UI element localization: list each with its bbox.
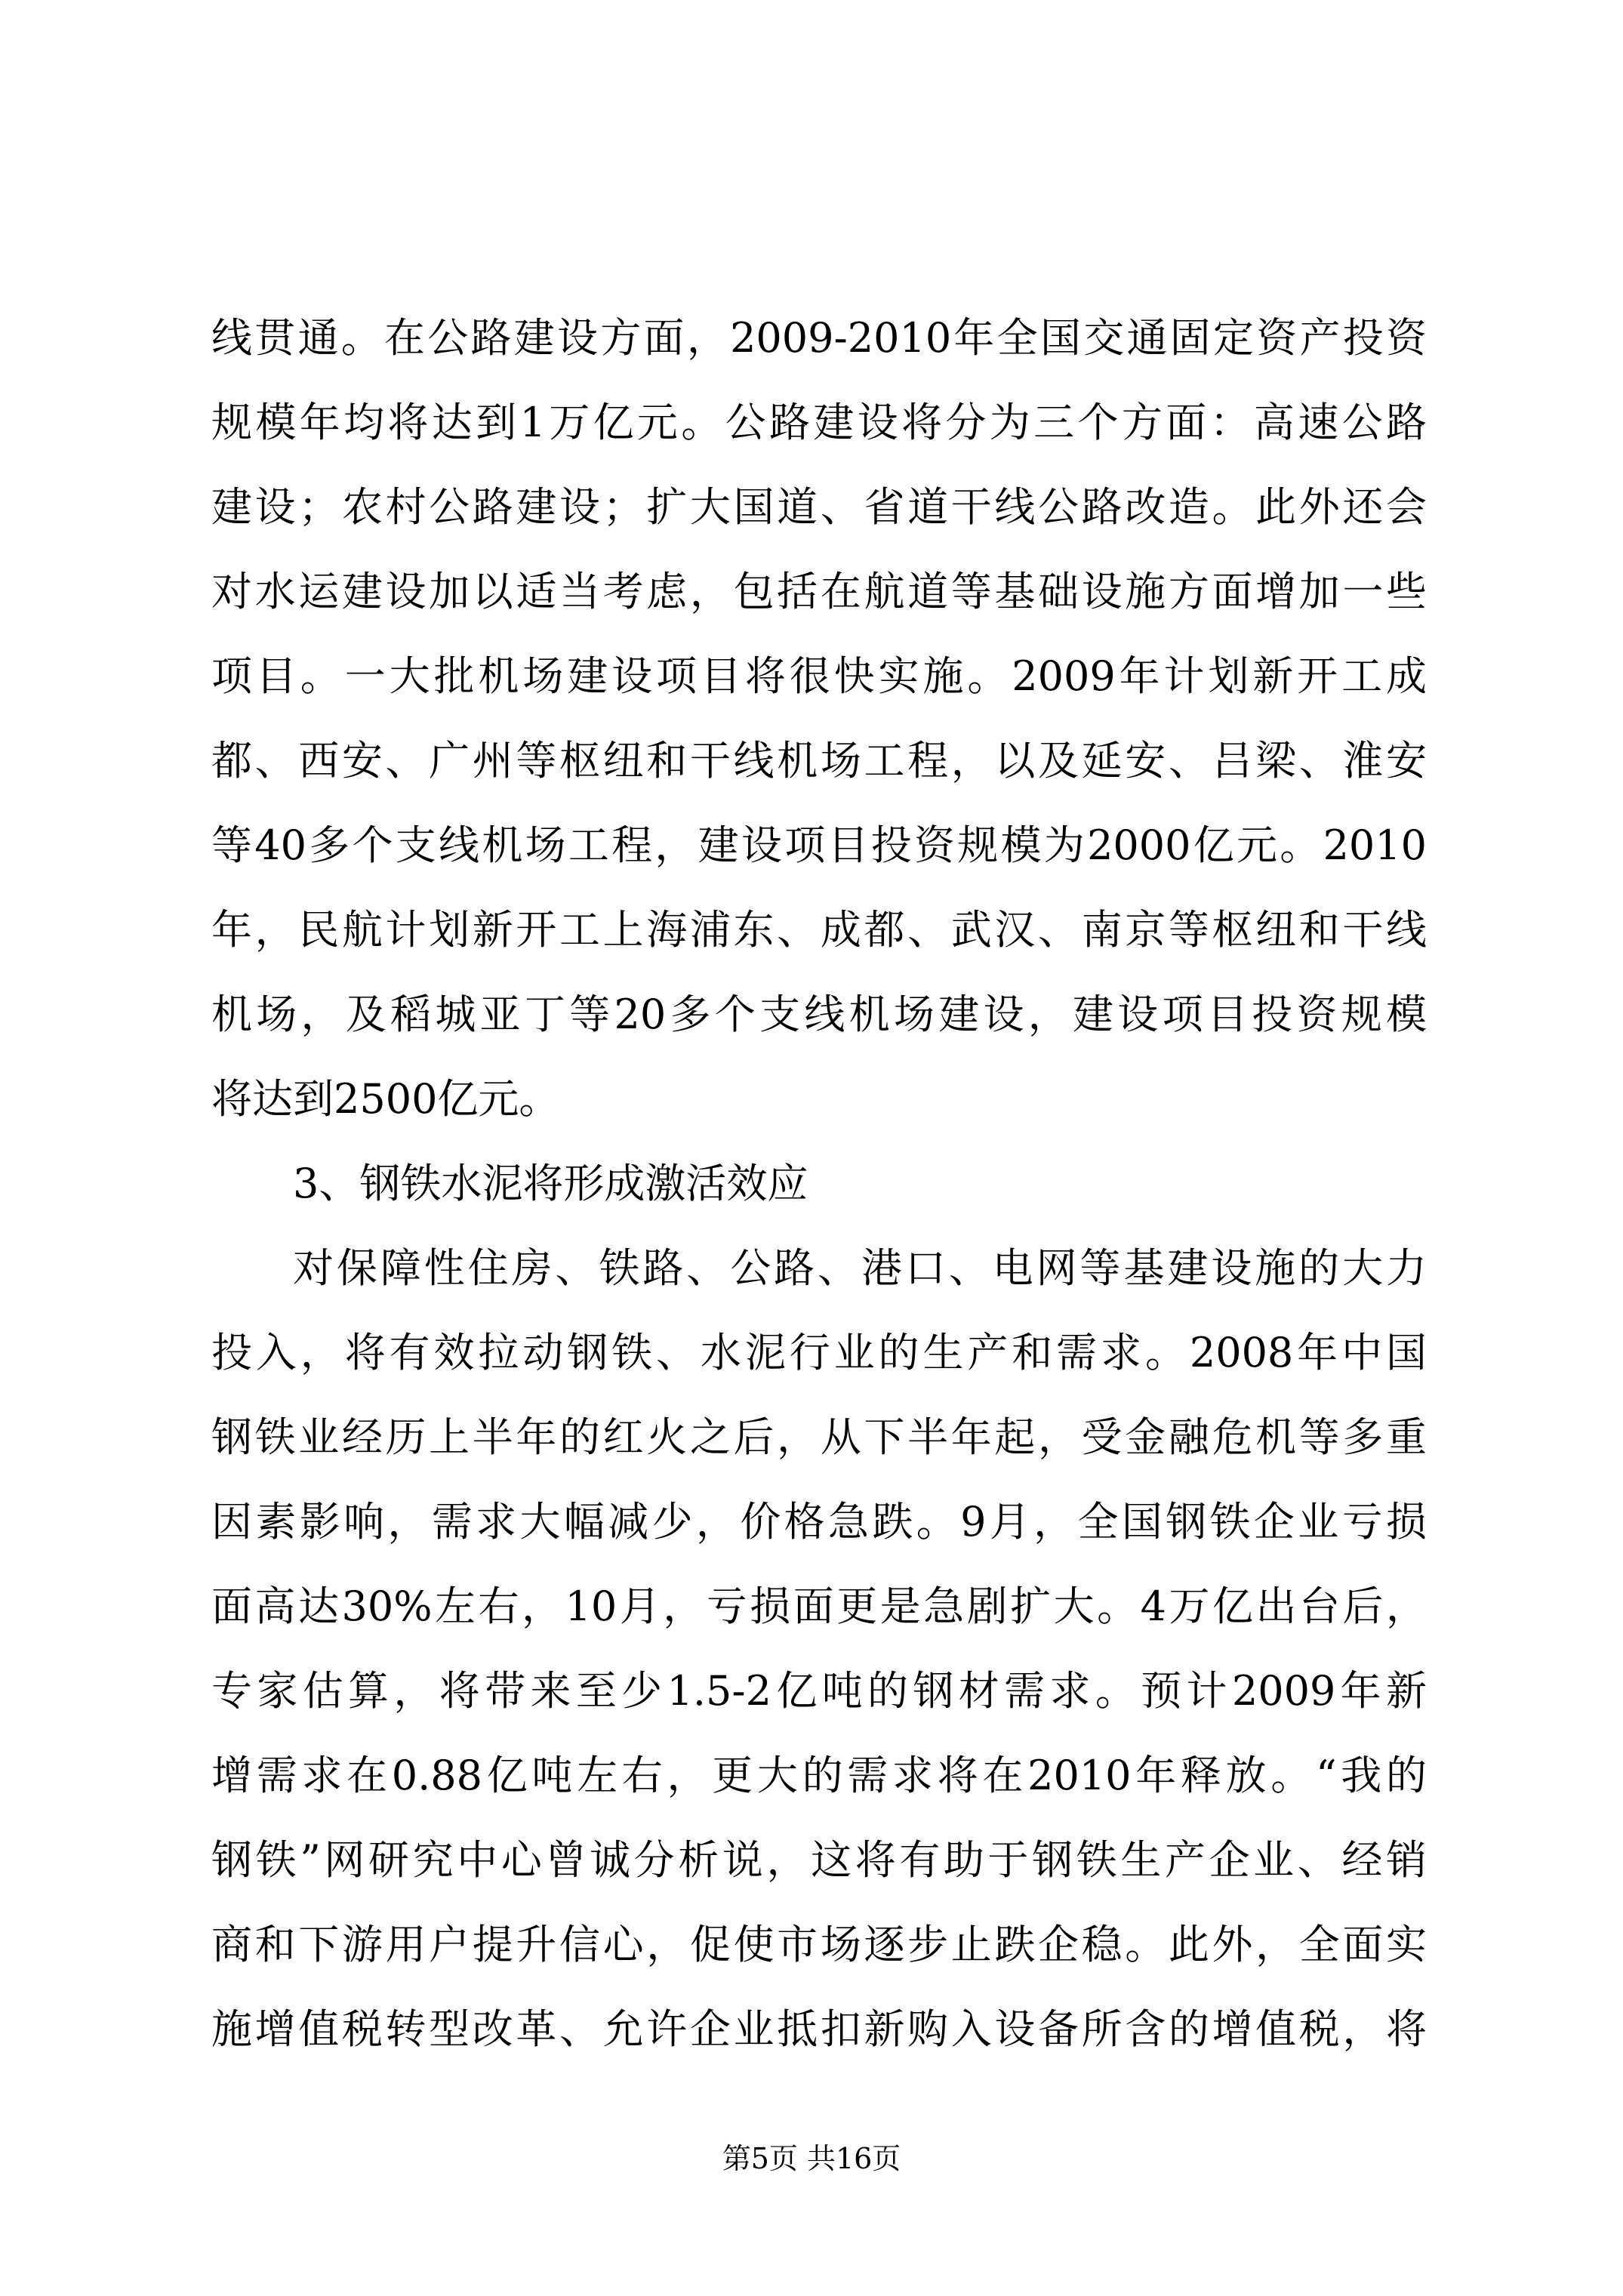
paragraph-1-line-4: 对水运建设加以适当考虑，包括在航道等基础设施方面增加一些 [211, 568, 1427, 615]
document-body [211, 296, 1427, 2072]
paragraph-2-line-6: 专家估算，将带来至少1.5-2亿吨的钢材需求。预计2009年新 [211, 1667, 1427, 1715]
paragraph-1-line-7: 等40多个支线机场工程，建设项目投资规模为2000亿元。2010 [211, 821, 1427, 869]
paragraph-2-line-1: 对保障性住房、铁路、公路、港口、电网等基建设施的大力 [293, 1244, 1427, 1292]
paragraph-2-line-5: 面高达30%左右，10月，亏损面更是急剧扩大。4万亿出台后， [211, 1583, 1427, 1630]
paragraph-2-line-10: 施增值税转型改革、允许企业抵扣新购入设备所含的增值税，将 [211, 2005, 1427, 2053]
section-heading: 3、钢铁水泥将形成激活效应 [293, 1160, 808, 1207]
paragraph-2-line-9: 商和下游用户提升信心，促使市场逐步止跌企稳。此外，全面实 [211, 1921, 1427, 1968]
paragraph-2-line-7: 增需求在0.88亿吨左右，更大的需求将在2010年释放。“我的 [211, 1752, 1427, 1799]
paragraph-1-line-6: 都、西安、广州等枢纽和干线机场工程，以及延安、吕梁、淮安 [211, 737, 1427, 784]
paragraph-2-line-3: 钢铁业经历上半年的红火之后，从下半年起，受金融危机等多重 [211, 1413, 1427, 1461]
page-footer [0, 2140, 1623, 2177]
paragraph-1-line-10: 将达到2500亿元。 [211, 1075, 560, 1123]
paragraph-1-line-2: 规模年均将达到1万亿元。公路建设将分为三个方面：高速公路 [211, 399, 1427, 446]
paragraph-2-line-2: 投入，将有效拉动钢铁、水泥行业的生产和需求。2008年中国 [211, 1329, 1427, 1376]
page-number-label: 第5页 共16页 [722, 2142, 901, 2175]
paragraph-1-line-3: 建设；农村公路建设；扩大国道、省道干线公路改造。此外还会 [211, 483, 1427, 531]
paragraph-1-line-5: 项目。一大批机场建设项目将很快实施。2009年计划新开工成 [211, 652, 1427, 700]
paragraph-1-line-1: 线贯通。在公路建设方面，2009-2010年全国交通固定资产投资 [211, 314, 1427, 362]
paragraph-2-line-4: 因素影响，需求大幅减少，价格急跌。9月，全国钢铁企业亏损 [211, 1498, 1427, 1546]
paragraph-2-line-8: 钢铁”网研究中心曾诚分析说，这将有助于钢铁生产企业、经销 [211, 1836, 1427, 1884]
paragraph-1-line-8: 年，民航计划新开工上海浦东、成都、武汉、南京等枢纽和干线 [211, 906, 1427, 954]
paragraph-1-line-9: 机场，及稻城亚丁等20多个支线机场建设，建设项目投资规模 [211, 991, 1427, 1038]
